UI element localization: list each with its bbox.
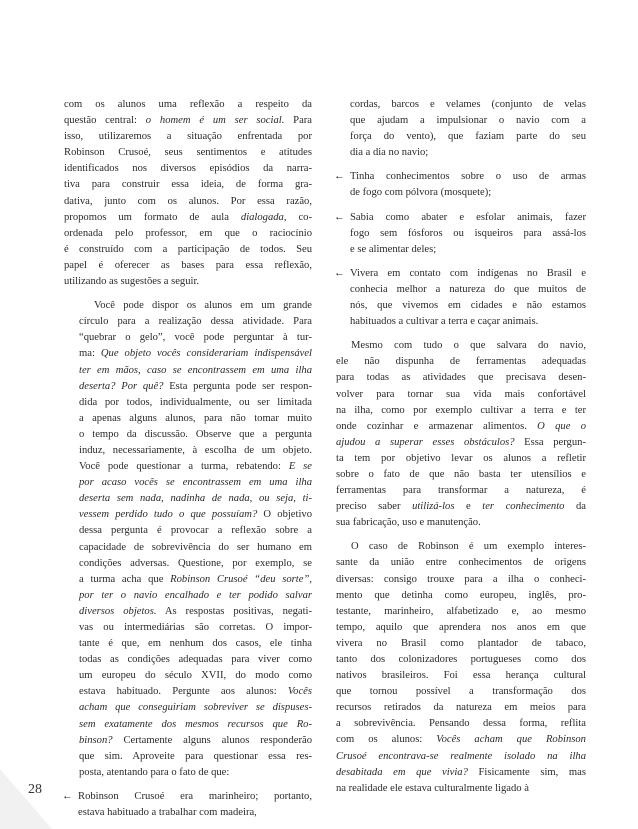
italic-text: o homem é um ser social.	[145, 115, 285, 127]
text-line	[79, 443, 312, 459]
text: estava habituado. Pergunte aos alunos:	[79, 686, 288, 698]
text: Esta pergunta pode ser respon-	[163, 380, 312, 392]
text-line	[79, 572, 312, 588]
text-line	[64, 274, 312, 290]
text: ferramentas para transformar a natureza, é	[336, 485, 586, 497]
text: Robinson Crusoé, seus sentimentos e atitudes	[64, 147, 312, 159]
text: Você pode questionar a turma, rebatendo:	[79, 461, 289, 473]
arrow-bullet-icon: ←	[334, 267, 345, 279]
paragraph-gap	[336, 161, 586, 169]
text: que ajudam a impulsionar o navio com a	[350, 115, 586, 127]
text: dida por todos, individualmente, ou ser limitada	[79, 396, 312, 408]
text: de fogo com pólvora (mosquete);	[350, 187, 492, 199]
text-line	[350, 145, 586, 161]
paragraph-gap	[336, 531, 586, 539]
italic-text: Vocês	[287, 686, 312, 698]
text-line	[64, 177, 312, 193]
italic-text: vessem perdido tudo o que possuíam?	[79, 509, 258, 521]
text-line	[64, 113, 312, 129]
text-line	[79, 459, 312, 475]
text-line	[336, 435, 586, 451]
text: habituados a cultivar a terra e caçar animais.	[350, 316, 539, 328]
text: Você pode dispor os alunos em um grande	[94, 300, 312, 312]
page-number: 28	[28, 782, 42, 797]
text-line	[79, 427, 312, 443]
text-line	[64, 242, 312, 258]
bullet-text	[350, 266, 586, 330]
text: diversas: consigo trouxe para a ilha o conheci-	[336, 573, 586, 585]
text: é construído com a participação de todos. Seu	[64, 243, 312, 255]
paragraph-gap	[336, 258, 586, 266]
text-line	[79, 733, 312, 749]
text: força do vento), que faziam parte do seu	[350, 131, 586, 143]
text-line	[336, 515, 586, 531]
text-line	[79, 652, 312, 668]
italic-text: Crusoé encontrava-se realmente isolado na ilha	[336, 750, 586, 762]
text-line	[336, 604, 586, 620]
text: que tornou possível a transformação dos	[336, 686, 586, 698]
text: todas as condições adequadas para viver como	[79, 654, 312, 666]
text: estava habituado a trabalhar com madeira,	[78, 807, 257, 819]
text-line	[79, 717, 312, 733]
text-line	[336, 370, 586, 386]
text: para todas as atividades que precisava desen-	[336, 372, 586, 384]
italic-text: deserta sem nada, nadinha de nada, ou seja, ti-	[79, 493, 312, 505]
text-line	[79, 684, 312, 700]
italic-text: ter em mãos, caso se encontrassem em uma ilha	[79, 364, 312, 376]
text-line	[336, 555, 586, 571]
text-line	[79, 475, 312, 491]
text-line	[78, 805, 312, 821]
text-line	[64, 210, 312, 226]
right-column	[336, 97, 586, 797]
text: a sobrevivência. Pensando dessa forma, reflita	[336, 718, 586, 730]
text: Robinson Crusoé era marinheiro; portanto,	[78, 790, 312, 802]
text-line	[350, 97, 586, 113]
text: com os alunos uma reflexão a respeito da	[64, 99, 312, 110]
text-line	[64, 194, 312, 210]
text: propomos um formato de aula	[64, 211, 241, 223]
text-line	[350, 113, 586, 129]
bullet-item-firearms	[336, 169, 586, 201]
text: da	[564, 501, 586, 513]
text-line	[336, 338, 586, 354]
text: As respostas positivas, negati-	[156, 605, 312, 617]
text-line	[336, 499, 586, 515]
text: papel é oferecer as bases para essa reflexão,	[64, 259, 312, 271]
text: Essa pergun-	[514, 436, 586, 448]
text-line	[79, 620, 312, 636]
text-line	[336, 668, 586, 684]
text: , co-	[283, 211, 312, 223]
bullet-item-indigenous	[336, 266, 586, 330]
text-line	[336, 354, 586, 370]
text-line	[336, 588, 586, 604]
text: tiva para construir essa ideia, de forma gra-	[64, 179, 312, 191]
text: O objetivo	[257, 509, 312, 521]
text: onde cozinhar e armazenar alimentos.	[336, 420, 538, 432]
italic-text: ter conhecimento	[482, 501, 565, 513]
text: mento que detinha como europeu, inglês, pro-	[336, 589, 586, 601]
text: Tinha conhecimentos sobre o uso de armas	[350, 171, 586, 183]
text-line	[336, 732, 586, 748]
text-line	[336, 652, 586, 668]
text: fogo sem fósforos ou isqueiros para assá-los	[350, 227, 586, 239]
italic-text: Que objeto vocês considerariam indispensável	[100, 348, 312, 360]
text-line	[78, 789, 312, 805]
text-line	[336, 419, 586, 435]
text: identificados nos diversos episódios da narra-	[64, 163, 312, 175]
text-line	[336, 387, 586, 403]
text: sua fabricação, uso e manutenção.	[336, 517, 481, 529]
text-line	[79, 588, 312, 604]
text: um europeu do século XVII, do modo como	[79, 670, 312, 682]
text: sobre o fato de que não basta ter utensílios e	[336, 468, 586, 480]
arrow-bullet-icon: ←	[334, 211, 345, 223]
text: nós, que vivemos em cidades e não estamos	[350, 300, 586, 312]
text: isso, utilizaremos a situação enfrentada por	[64, 131, 312, 143]
text: Para	[284, 115, 313, 127]
text: recursos retirados da natureza em meios para	[336, 702, 586, 714]
text: na ilha, como por exemplo cultivar a terra e ter	[336, 404, 586, 416]
paragraph-gap	[336, 330, 586, 338]
text-line	[79, 523, 312, 539]
text: O caso de Robinson é um exemplo interes-	[351, 541, 586, 553]
text: Mesmo com tudo o que salvara do navio,	[351, 340, 586, 352]
bullet-item-sailor	[64, 789, 312, 821]
text-line	[350, 185, 586, 201]
paragraph-gap	[64, 781, 312, 789]
text: tempo, aquilo que aprendera nos anos em que	[336, 621, 586, 633]
text-line	[336, 781, 586, 797]
text-line	[79, 314, 312, 330]
italic-text: O que o	[537, 420, 586, 432]
text-line	[336, 700, 586, 716]
italic-text: por acaso vocês se encontrassem em uma ilha	[79, 477, 312, 489]
text: utilizando as sugestões a seguir.	[64, 276, 200, 288]
text: condições adversas. Questione, por exemplo, se	[79, 557, 312, 569]
text: que sim. Aproveite para questionar essa res-	[79, 750, 312, 762]
text: tante é que, em nenhum dos casos, ele tinha	[79, 638, 312, 650]
text: induz, necessariamente, à escolha de um objeto.	[79, 444, 312, 456]
italic-text: acham que conseguiriam sobreviver se dispuses-	[79, 702, 312, 714]
text-line	[79, 379, 312, 395]
text: vas ou intermediárias são corretas. O impor-	[79, 622, 312, 633]
text: ordenada pelo professor, em que o raciocínio	[64, 227, 312, 239]
text-line	[79, 330, 312, 346]
text-line	[350, 169, 586, 185]
text-line	[350, 266, 586, 282]
text-line	[336, 684, 586, 700]
text: Certamente alguns alunos responderão	[112, 734, 312, 746]
bullet-text	[350, 169, 586, 201]
text: “quebrar o gelo”, você pode perguntar à tur-	[79, 332, 312, 344]
arrow-bullet-icon: ←	[62, 790, 73, 802]
text: Sabia como abater e esfolar animais, fazer	[350, 211, 586, 223]
text: Vivera em contato com indígenas no Brasil e	[350, 267, 586, 279]
italic-text: ajudou a superar esses obstáculos?	[336, 436, 515, 448]
text-line	[79, 411, 312, 427]
text-line	[64, 145, 312, 161]
text-line	[350, 242, 586, 258]
paragraph-gap	[336, 202, 586, 210]
italic-text: Vocês acham que Robinson	[436, 734, 586, 746]
text-line	[64, 129, 312, 145]
text-line	[336, 483, 586, 499]
paragraph-activity	[64, 298, 312, 781]
text-line	[79, 604, 312, 620]
text-line	[79, 700, 312, 716]
text-line	[336, 467, 586, 483]
text-line	[79, 507, 312, 523]
text: círculo para a realização dessa atividade. Para	[79, 316, 312, 328]
text: questão central:	[64, 115, 146, 127]
text-line	[79, 668, 312, 684]
text: com os alunos:	[336, 734, 437, 746]
left-column	[64, 97, 312, 821]
text: o tempo da discussão. Observe que a pergunta	[79, 428, 312, 440]
paragraph-intro	[64, 97, 312, 290]
italic-text: sem exatamente dos mesmos recursos que Ro-	[79, 718, 312, 730]
text-line	[64, 226, 312, 242]
text-line	[79, 540, 312, 556]
text: dia a dia no navio;	[350, 147, 429, 159]
bullet-item-animals	[336, 210, 586, 258]
bullet-item-sailor-continued	[336, 97, 586, 161]
italic-text: diversos objetos.	[79, 605, 157, 617]
text: conhecia melhor a natureza do que muitos de	[350, 283, 586, 295]
text-line	[350, 282, 586, 298]
text-line	[79, 395, 312, 411]
text-line	[64, 161, 312, 177]
page-corner-decoration	[0, 769, 52, 829]
text: capacidade de sobrevivência do ser humano em	[79, 541, 312, 553]
text-line	[336, 716, 586, 732]
text: e se alimentar deles;	[350, 243, 437, 255]
text: ele não dispunha de ferramentas adequadas	[336, 356, 586, 368]
text: Fisicamente sim, mas	[467, 766, 586, 778]
italic-text: deserta? Por quê?	[79, 380, 164, 392]
text: dessa pergunta é provocar a reflexão sobre a	[79, 525, 312, 537]
paragraph-tools	[336, 338, 586, 531]
text-line	[79, 346, 312, 362]
text: e	[454, 501, 483, 513]
text-line	[79, 636, 312, 652]
text: preciso saber	[336, 501, 413, 513]
text-line	[350, 210, 586, 226]
italic-text: E se	[288, 461, 312, 473]
bullet-text	[350, 210, 586, 258]
text-line	[79, 491, 312, 507]
text: testante, marinheiro, alfabetizado e, ao mesmo	[336, 605, 586, 617]
text: cordas, barcos e velames (conjunto de velas	[350, 99, 586, 110]
paragraph-gap	[64, 290, 312, 298]
text: posta, atentando para o fato de que:	[79, 766, 230, 778]
text-line	[336, 620, 586, 636]
text: vivera no Brasil como plantador de tabaco,	[336, 637, 586, 649]
italic-text: desabitada em que vivia?	[336, 766, 468, 778]
text-line	[336, 749, 586, 765]
text: ma:	[79, 348, 101, 360]
italic-text: por ter o navio encalhado e ter podido salvar	[79, 589, 312, 601]
text-line	[79, 298, 312, 314]
text-line	[336, 451, 586, 467]
text-line	[350, 226, 586, 242]
text-line	[64, 97, 312, 113]
text-line	[350, 129, 586, 145]
text-line	[350, 314, 586, 330]
text: tanto dos colonizadores portugueses como dos	[336, 654, 586, 665]
text-line	[79, 765, 312, 781]
text-line	[350, 298, 586, 314]
text-line	[336, 572, 586, 588]
text: nativos brasileiros. Foi essa herança cultural	[336, 670, 586, 682]
text: ta tem por objetivo levar os alunos a refletir	[336, 452, 586, 464]
text: volver para tornar sua vida mais confortável	[336, 388, 586, 400]
text-line	[336, 539, 586, 555]
bullet-text	[78, 789, 312, 821]
text-line	[79, 749, 312, 765]
italic-text: binson?	[79, 734, 113, 746]
text: na realidade ele estava culturalmente ligado à	[336, 782, 529, 794]
text: dativa, junto com os alunos. Por essa razão,	[64, 195, 312, 207]
paragraph-robinson-case	[336, 539, 586, 797]
text-line	[64, 258, 312, 274]
text-line	[79, 363, 312, 379]
italic-text: dialogada	[240, 211, 284, 223]
text: a turma acha que	[79, 573, 171, 585]
text: a apenas alguns alunos, para não tomar muito	[79, 412, 312, 424]
italic-text: utilizá-los	[412, 501, 455, 513]
arrow-bullet-icon: ←	[334, 171, 345, 183]
text-line	[336, 765, 586, 781]
text-line	[336, 636, 586, 652]
text-line	[79, 556, 312, 572]
italic-text: Robinson Crusoé “deu sorte”,	[170, 573, 312, 585]
text: sante da união entre conhecimentos de origens	[336, 557, 586, 569]
text-line	[336, 403, 586, 419]
